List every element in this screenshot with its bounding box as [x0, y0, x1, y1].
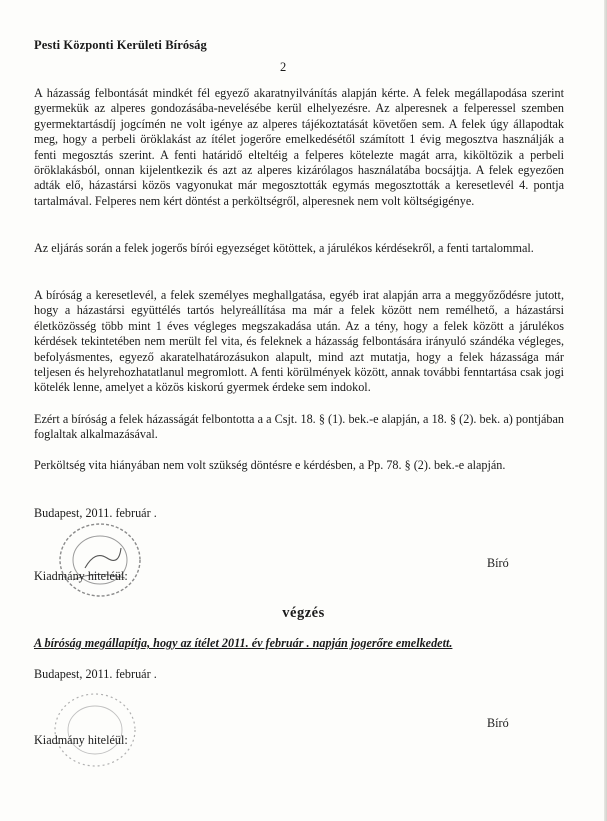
- court-name: Pesti Központi Kerületi Bíróság: [34, 38, 207, 52]
- order-statement: A bíróság megállapítja, hogy az ítélet 2011. év február . napján jogerőre emelkedett.: [34, 636, 453, 650]
- court-seal-stamp-2: [50, 690, 140, 770]
- paragraph-costs: Perköltség vita hiányában nem volt szükség döntésre e kérdésben, a Pp. 78. § (2). bek.-e alapján.: [34, 458, 506, 472]
- signature-date-2: Budapest, 2011. február .: [34, 667, 157, 681]
- paragraph-reasoning: A bíróság a keresetlevél, a felek személyes meghallgatása, egyéb irat alapján arra a meggyőződésre jutott, hogy a házastársi együttélés tartós helyreállítása ma már a felek között nem remélhető, a házastársi életközösség több mint 1 éves végleges megszakadása után. Az a tény, hogy a felek között a járulékos kérdések tekintetében nem merült fel vita, és feleknek a házasság felbontására irányuló szándéka végleges, befolyásmentes, egyező akaratelhatározásukon alapult, mind azt mutatja, hogy a felek házassága már teljesen és helyrehozhatatlanul megromlott. A fenti körülmények között, annak további fenntartása csak jogi kötelék lenne, amelyet a közös kiskorú gyermek érdeke sem indokol.: [34, 288, 564, 395]
- court-seal-stamp: [55, 520, 145, 600]
- certified-copy-label-2: Kiadmány hiteléül:: [34, 733, 128, 747]
- judge-label-2: Bíró: [487, 716, 509, 730]
- signature-date: Budapest, 2011. február .: [34, 506, 157, 520]
- certified-copy-label: Kiadmány hiteléül:: [34, 569, 128, 583]
- paragraph-dissolution: Ezért a bíróság a felek házasságát felbontotta a a Csjt. 18. § (1). bek.-e alapján, a 18. § (2). bek. a) pontjában foglaltak alkalmazásával.: [34, 412, 564, 442]
- order-title: végzés: [282, 605, 325, 621]
- paragraph-settlement: Az eljárás során a felek jogerős bírói egyezséget kötöttek, a járulékos kérdésekről, a fenti tartalommal.: [34, 241, 534, 255]
- page-number: 2: [280, 60, 287, 74]
- paragraph-agreement: A házasság felbontását mindkét fél egyező akaratnyilvánítás alapján kérte. A felek megállapodása szerint gyermekük az alperes gondozásába-nevelésébe kerül elhelyezésre. Az alperesnek a felperessel szemben gyermektartásdíj jogcímén ne volt igénye az alperes tájékoztatását követően sem. A felek úgy állapodtak meg, hogy a perbeli öröklakást az ítélet jogerőre emelkedésétől számított 1 évig megosztva használják a fenti megosztás szerint. A fenti határidő elteltéig a felperes kötelezte magát arra, kiköltözik a perbeli öröklakásból, onnan kijelentkezik és azt az alperes kizárólagos használatába bocsájtja. A felek egyezően adták elő, házastársi közös vagyonukat már megosztották egymás megosztották a keresetlevél 4. pontja tartalmával. Felperes nem kért döntést a perköltségről, alperesnek nem volt költségigénye.: [34, 86, 564, 208]
- judge-label: Bíró: [487, 556, 509, 570]
